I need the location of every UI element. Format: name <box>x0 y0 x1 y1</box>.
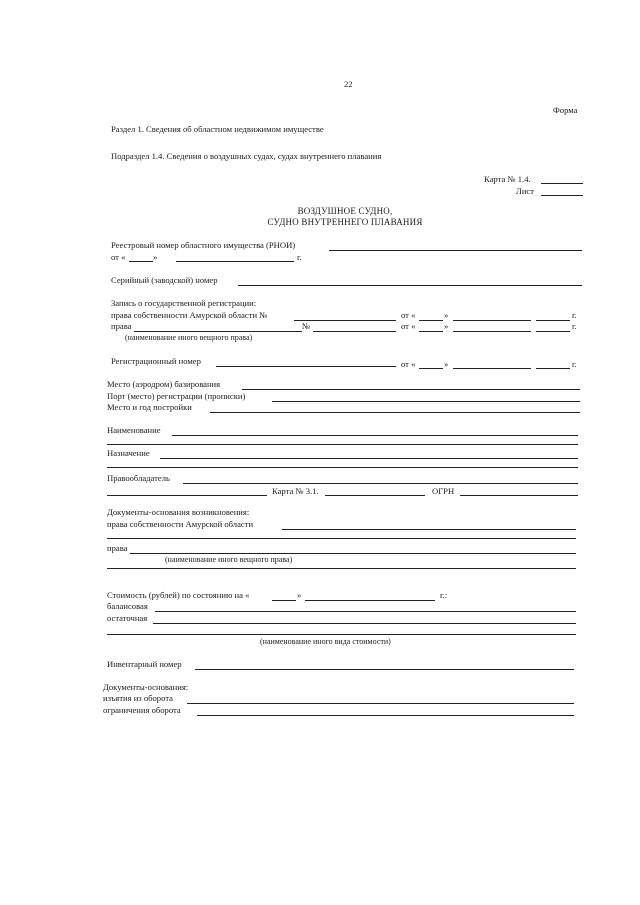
other-right-quote-close: » <box>444 321 449 331</box>
registration-number-label: Регистрационный номер <box>111 356 201 366</box>
state-registration-label: Запись о государственной регистрации: <box>111 298 257 308</box>
card-number-label: Карта № 1.4. <box>484 174 531 184</box>
card-31-label: Карта № 3.1. <box>272 486 319 496</box>
rnoi-field[interactable] <box>329 250 582 251</box>
other-right-year-suffix: г. <box>572 321 577 331</box>
registration-number-field[interactable] <box>216 366 396 367</box>
other-cost-field[interactable] <box>107 634 576 635</box>
basis-docs-2-label: Документы-основания: <box>103 682 189 692</box>
place-year-label: Место и год постройки <box>107 402 192 412</box>
ownership-year-field[interactable] <box>536 320 570 321</box>
place-year-field[interactable] <box>210 412 580 413</box>
basis-right-field[interactable] <box>130 553 576 554</box>
withdrawal-label: изъятия из оборота <box>103 693 173 703</box>
registration-quote-close: » <box>444 359 449 369</box>
base-place-label: Место (аэродром) базирования <box>107 379 221 389</box>
ownership-day-field[interactable] <box>419 320 443 321</box>
ogrn-label: ОГРН <box>432 486 455 496</box>
card-number-field[interactable] <box>541 183 583 184</box>
ownership-amur-label: права собственности Амурской области № <box>111 310 268 320</box>
registration-month-field[interactable] <box>453 368 531 369</box>
rnoi-month-field[interactable] <box>176 261 294 262</box>
right-holder-name-field[interactable] <box>107 495 267 496</box>
purpose-label: Назначение <box>107 448 150 458</box>
restriction-field[interactable] <box>197 715 574 716</box>
base-place-field[interactable] <box>242 389 580 390</box>
balance-cost-field[interactable] <box>155 611 576 612</box>
rnoi-label: Реестровый номер областного имущества (РНОИ) <box>111 240 296 250</box>
rnoi-year-suffix: г. <box>297 252 302 262</box>
registration-year-suffix: г. <box>572 359 577 369</box>
page-number: 22 <box>344 79 353 89</box>
subsection-heading: Подраздел 1.4. Сведения о воздушных судах, судах внутреннего плавания <box>111 151 382 161</box>
section-heading: Раздел 1. Сведения об областном недвижимом имуществе <box>111 124 324 134</box>
sheet-field[interactable] <box>541 195 583 196</box>
cost-day-field[interactable] <box>272 600 296 601</box>
basis-docs-label: Документы-основания возникновения: <box>107 507 250 517</box>
inventory-number-field[interactable] <box>195 669 574 670</box>
rnoi-day-field[interactable] <box>129 261 153 262</box>
right-holder-field[interactable] <box>183 483 578 484</box>
cost-label: Стоимость (рублей) по состоянию на « <box>107 590 250 600</box>
other-right-name-field[interactable] <box>134 331 302 332</box>
other-right-date-from: от « <box>401 321 416 331</box>
other-right-year-field[interactable] <box>536 331 570 332</box>
inventory-number-label: Инвентарный номер <box>107 659 182 669</box>
other-right-number-sign: № <box>302 321 311 331</box>
other-right-note: (наименование иного вещного права) <box>125 333 253 342</box>
other-right-number-field[interactable] <box>313 331 396 332</box>
ownership-quote-close: » <box>444 310 449 320</box>
form-label: Форма <box>553 105 578 115</box>
name-label: Наименование <box>107 425 161 435</box>
basis-ownership-continuation[interactable] <box>107 538 576 539</box>
basis-ownership-field[interactable] <box>282 529 576 530</box>
basis-right-label: права <box>107 543 128 553</box>
registration-year-field[interactable] <box>536 368 570 369</box>
serial-number-label: Серийный (заводской) номер <box>111 275 218 285</box>
name-field-continuation[interactable] <box>107 444 578 445</box>
sheet-label: Лист <box>516 186 534 196</box>
withdrawal-field[interactable] <box>187 703 574 704</box>
other-right-day-field[interactable] <box>419 331 443 332</box>
serial-number-field[interactable] <box>238 285 582 286</box>
right-holder-label: Правообладатель <box>107 473 170 483</box>
ownership-month-field[interactable] <box>453 320 531 321</box>
rnoi-date-from: от « <box>111 252 126 262</box>
registration-day-field[interactable] <box>419 368 443 369</box>
cost-year-suffix: г.: <box>440 590 448 600</box>
port-registration-field[interactable] <box>272 401 580 402</box>
other-right-month-field[interactable] <box>453 331 531 332</box>
registration-date-from: от « <box>401 359 416 369</box>
residual-cost-label: остаточная <box>107 613 148 623</box>
port-registration-label: Порт (место) регистрации (прописки) <box>107 391 246 401</box>
form-title-line1: ВОЗДУШНОЕ СУДНО, <box>297 206 393 216</box>
cost-date-field[interactable] <box>305 600 435 601</box>
card-31-field[interactable] <box>325 495 425 496</box>
cost-quote-close: » <box>297 590 302 600</box>
restriction-label: ограничения оборота <box>103 705 181 715</box>
rnoi-quote-close: » <box>153 252 158 262</box>
ogrn-field[interactable] <box>460 495 578 496</box>
name-field[interactable] <box>172 435 578 436</box>
balance-cost-label: балансовая <box>107 601 148 611</box>
ownership-year-suffix: г. <box>572 310 577 320</box>
other-cost-note: (наименование иного вида стоимости) <box>260 637 391 646</box>
form-title-line2: СУДНО ВНУТРЕННЕГО ПЛАВАНИЯ <box>267 217 423 227</box>
purpose-field[interactable] <box>160 458 578 459</box>
basis-right-note: (наименование иного вещного права) <box>165 555 293 564</box>
basis-right-continuation[interactable] <box>107 568 576 569</box>
basis-ownership-label: права собственности Амурской области <box>107 519 254 529</box>
other-right-label: права <box>111 321 132 331</box>
purpose-field-continuation[interactable] <box>107 467 578 468</box>
ownership-date-from: от « <box>401 310 416 320</box>
residual-cost-field[interactable] <box>153 623 576 624</box>
